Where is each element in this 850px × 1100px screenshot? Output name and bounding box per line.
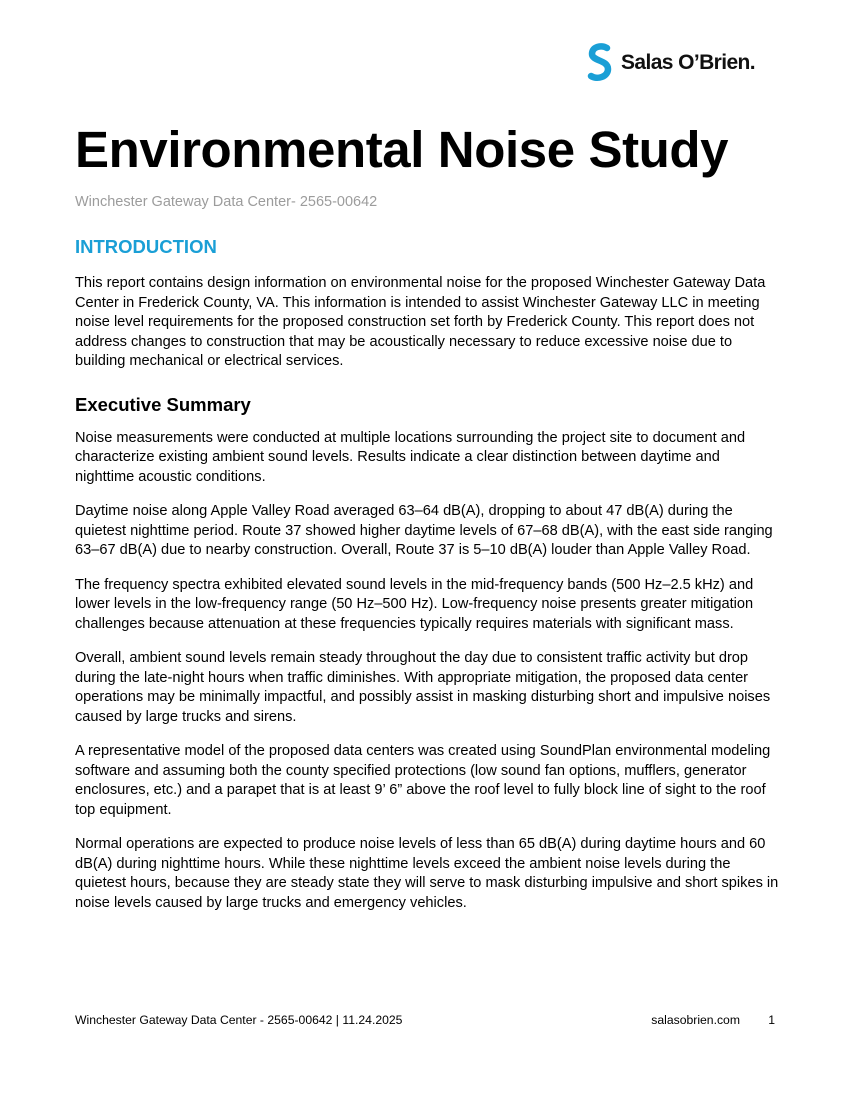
introduction-paragraph: This report contains design information on environmental noise for the proposed Winchester Gateway Data Center in Frederick County, VA. This information is intended to assist Winchester Gateway LLC in meeting noise level requirements for the proposed construction set forth by Frederick County. This report does not address changes to construction that may be acoustically necessary to reduce excessive noise due to building mechanical or electrical services.	[75, 275, 766, 369]
introduction-heading: INTRODUCTION	[75, 236, 217, 257]
document-subtitle: Winchester Gateway Data Center- 2565-00642	[75, 194, 378, 210]
page-number: 1	[768, 1013, 775, 1027]
company-name: Salas O’Brien.	[621, 51, 755, 74]
summary-paragraph: The frequency spectra exhibited elevated sound levels in the mid-frequency bands (500 Hz–2.5 kHz) and lower levels in the low-frequency range (50 Hz–500 Hz). Low-frequency noise presents greater mitigation challenges because attenuation at these frequencies typically requires materials with significant mass.	[75, 576, 754, 632]
page-footer	[75, 1011, 775, 1029]
company-logo	[585, 42, 780, 84]
document-body	[75, 235, 779, 913]
summary-paragraph: A representative model of the proposed data centers was created using SoundPlan environmental modeling software and assuming both the county specified protections (low sound fan options, mufflers, generator enclosures, etc.) and a parapet that is at least 9’ 6” above the roof level to fully block line of sight to the roof top equipment.	[75, 743, 771, 818]
summary-paragraph: Noise measurements were conducted at multiple locations surrounding the project site to document and characterize existing ambient sound levels. Results indicate a clear distinction between daytime and nighttime acoustic conditions.	[75, 429, 746, 485]
footer-website-link[interactable]: salasobrien.com	[651, 1013, 740, 1027]
summary-paragraph: Normal operations are expected to produce noise levels of less than 65 dB(A) during daytime hours and 60 dB(A) during nighttime hours. While these nighttime levels exceed the ambient noise levels during the quietest hours, because they are steady state they will serve to mask disturbing impulsive and short spikes in noise levels caused by large trucks and emergency vehicles.	[75, 836, 779, 911]
summary-paragraph: Overall, ambient sound levels remain steady throughout the day due to consistent traffic activity but drop during the late-night hours when traffic diminishes. With appropriate mitigation, the proposed data center operations may be minimally impactful, and possibly assist in masking disturbing short and impulsive noises caused by large trucks and sirens.	[75, 650, 771, 725]
summary-paragraph: Daytime noise along Apple Valley Road averaged 63–64 dB(A), dropping to about 47 dB(A) during the quietest nighttime period. Route 37 showed higher daytime levels of 67–68 dB(A), with the east side ranging 63–67 dB(A) due to nearby construction. Overall, Route 37 is 5–10 dB(A) louder than Apple Valley Road.	[75, 503, 773, 558]
footer-document-info: Winchester Gateway Data Center - 2565-00642 | 11.24.2025	[75, 1013, 403, 1027]
document-title: Environmental Noise Study	[75, 121, 729, 178]
salas-obrien-s-icon	[585, 43, 615, 83]
executive-summary-heading: Executive Summary	[75, 393, 251, 415]
